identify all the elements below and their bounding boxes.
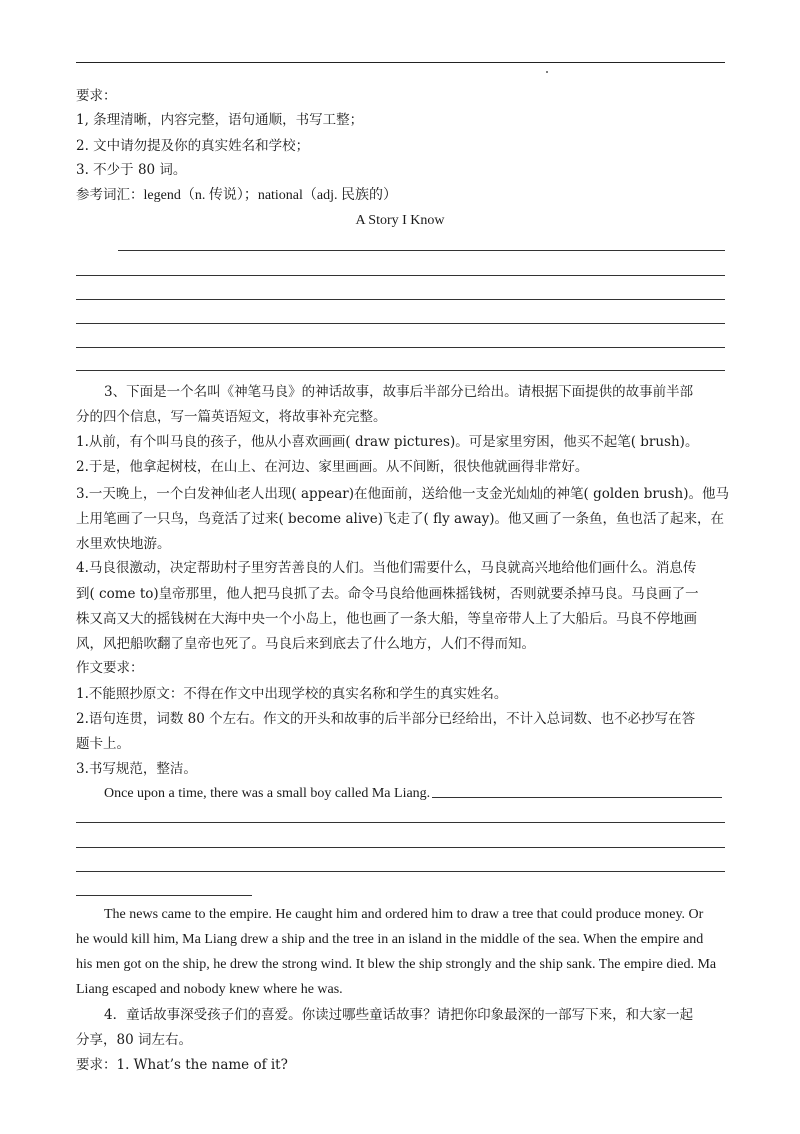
requirement-item-3: 3. 不少于 80 词。 [76,162,187,178]
vocabulary-text: legend（n. 传说）；national（adj. 民族的） [143,188,398,203]
scan-dot [546,71,548,73]
vocabulary-label: 参考词汇： [76,187,144,203]
writing-line[interactable] [118,250,725,251]
essay-title: A Story I Know [355,213,445,228]
q3-requirement-1: 1.不能照抄原文：不得在作文中出现学校的真实名称和学生的真实姓名。 [76,686,508,702]
writing-line[interactable] [76,323,725,324]
writing-line[interactable] [76,370,725,371]
q3-info-3-line-2: 上用笔画了一只鸟，鸟竟活了过来( become alive)飞走了( fly away)。他又画了一条鱼，鱼也活了起来，在 [76,511,725,527]
writing-line-short[interactable] [76,895,252,896]
requirements-heading: 要求： [76,88,117,104]
writing-line[interactable] [76,822,725,823]
q3-info-4-line-2: 到( come to)皇帝那里，他人把马良抓了去。命令马良给他画株摇钱树，否则就要杀掉马良。马良画了一 [76,586,699,602]
story-ending-line-1: The news came to the empire. He caught him and ordered him to draw a tree that could produce money. Or [104,907,704,922]
writing-line[interactable] [76,299,725,300]
requirement-item-2: 2. 文中请勿提及你的真实姓名和学校； [76,138,310,154]
story-ending-line-3: his men got on the ship, he drew the strong wind. It blew the ship strongly and the ship sank. The empire died. Ma [76,957,717,972]
writing-line[interactable] [76,871,725,872]
q3-info-1: 1.从前，有个叫马良的孩子，他从小喜欢画画( draw pictures)。可是家里穷困，他买不起笔( brush)。 [76,434,699,450]
q3-info-4-line-3: 株又高又大的摇钱树在大海中央一个小岛上，他也画了一条大船，等皇帝带人上了大船后。马良不停地画 [76,611,697,627]
q4-line-2: 分享，80 词左右。 [76,1032,192,1048]
q3-requirement-2-line-2: 题卡上。 [76,736,130,752]
q3-info-3-line-3: 水里欢快地游。 [76,536,171,552]
q3-info-4-line-1: 4.马良很激动，决定帮助村子里穷苦善良的人们。当他们需要什么，马良就高兴地给他们画什么。消息传 [76,560,697,576]
opening-writing-line[interactable] [432,797,722,798]
header-rule [76,62,725,63]
q4-line-1: 4．童话故事深受孩子们的喜爱。你读过哪些童话故事？请把你印象最深的一部写下来，和大家一起 [104,1007,694,1023]
q3-requirements-heading: 作文要求： [76,660,144,676]
vocabulary-line [76,185,397,206]
writing-line[interactable] [76,347,725,348]
writing-line[interactable] [76,275,725,276]
q4-requirement: 要求：1. What’s the name of it? [76,1057,288,1073]
q3-requirement-2-line-1: 2.语句连贯，词数 80 个左右。作文的开头和故事的后半部分已经给出，不计入总词数、也不必抄写在答 [76,711,696,727]
q3-intro-line-1: 3、下面是一个名叫《神笔马良》的神话故事，故事后半部分已给出。请根据下面提供的故事前半部 [104,384,694,400]
requirement-item-1: 1, 条理清晰，内容完整，语句通顺，书写工整； [76,112,364,128]
q3-info-3-line-1: 3.一天晚上，一个白发神仙老人出现( appear)在他面前，送给他一支金光灿灿的神笔( golden brush)。他马 [76,486,729,502]
q3-intro-line-2: 分的四个信息，写一篇英语短文，将故事补充完整。 [76,409,387,425]
story-ending-line-2: he would kill him, Ma Liang drew a ship and the tree in an island in the middle of the sea. When the empire and [76,932,704,947]
writing-line[interactable] [76,847,725,848]
q3-requirement-3: 3.书写规范，整洁。 [76,761,197,777]
q3-info-2: 2.于是，他拿起树枝，在山上、在河边、家里画画。从不间断，很快他就画得非常好。 [76,459,589,475]
story-ending-line-4: Liang escaped and nobody knew where he was. [76,982,343,997]
story-opening: Once upon a time, there was a small boy called Ma Liang. [104,786,431,801]
q3-info-4-line-4: 风，风把船吹翻了皇帝也死了。马良后来到底去了什么地方，人们不得而知。 [76,636,535,652]
